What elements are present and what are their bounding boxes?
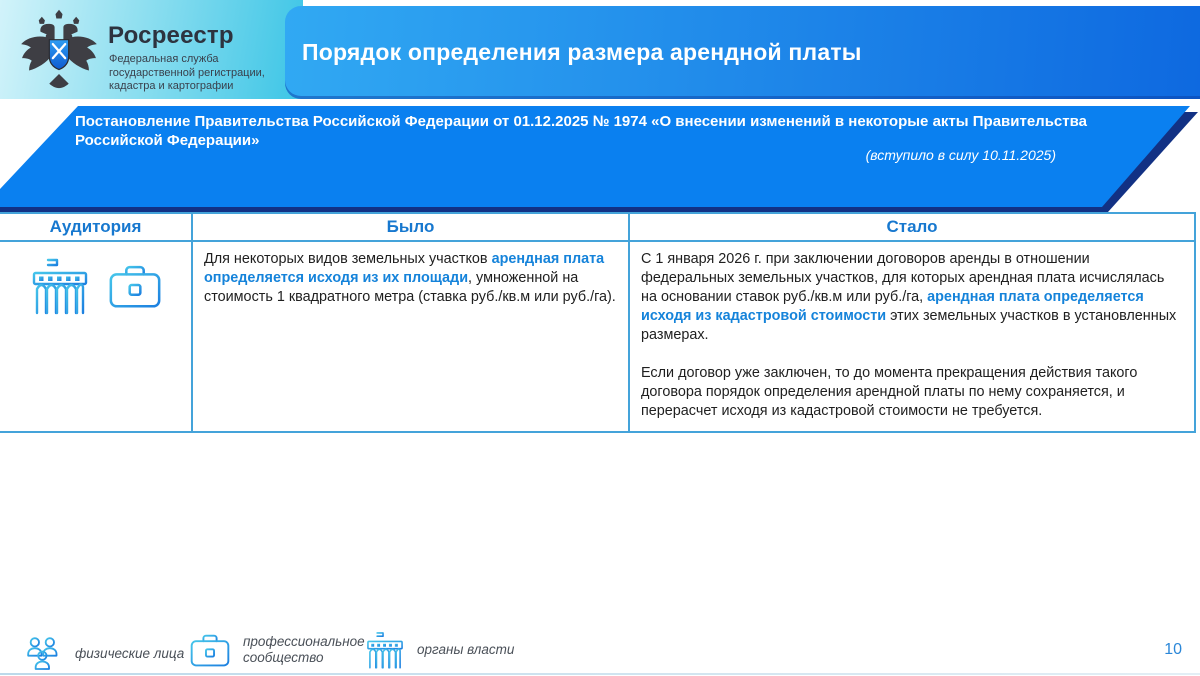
page-number: 10 [1164, 641, 1182, 658]
table-header-row [0, 212, 1196, 242]
after-text-paragraph-1: С 1 января 2026 г. при заключении договоров аренды в отношении федеральных земельных участков, для которых арендная плата исчислялась на основании ставок руб./кв.м или руб./га, арендная плата определяется исходя из кадастровой стоимости этих земельных участков в установленных размерах. [641, 251, 1177, 343]
before-cell [193, 242, 630, 431]
audience-icons [0, 242, 191, 316]
legend-item-individuals [24, 632, 184, 676]
brand-subtitle: Федеральная служба государственной регистрации, кадастра и картографии [109, 53, 265, 92]
column-header-after: Стало [630, 214, 1196, 240]
page-title: Порядок определения размера арендной платы [302, 39, 862, 65]
rosreestr-logo [12, 5, 302, 99]
decree-effective-note: (вступило в силу 10.11.2025) [865, 147, 1056, 163]
double-eagle-emblem-icon [15, 8, 103, 96]
legend-label: органы власти [417, 642, 515, 657]
briefcase-icon [188, 630, 232, 670]
government-building-icon [28, 256, 92, 316]
after-text-paragraph-2: Если договор уже заключен, то до момента прекращения действия такого договора порядок определения арендной платы по нему сохраняется, и перерасчет исходя из кадастровой стоимости не требуется. [641, 365, 1138, 419]
audience-cell [0, 242, 193, 431]
brand-name: Росреестр [108, 22, 234, 49]
table-row [0, 242, 1196, 433]
legend-label: профессиональное сообщество [243, 634, 365, 665]
decree-text: Постановление Правительства Российской Федерации от 01.12.2025 № 1974 «О внесении изменений в некоторые акты Правительства Российской Федерации» [75, 113, 1087, 149]
government-building-icon [364, 630, 406, 670]
legend-label: физические лица [75, 646, 185, 661]
briefcase-icon [106, 261, 164, 311]
slide-header [285, 6, 1200, 99]
column-header-audience: Аудитория [0, 214, 193, 240]
legend-item-professional-community [188, 630, 393, 670]
after-cell [630, 242, 1196, 431]
comparison-table [0, 212, 1196, 433]
legend-item-authorities [364, 630, 514, 670]
column-header-before: Было [193, 214, 630, 240]
before-text: Для некоторых видов земельных участков арендная плата определяется исходя из их площади, умноженной на стоимость 1 квадратного метра (ставка руб./кв.м или руб./га). [204, 251, 616, 305]
people-icon [24, 632, 64, 676]
